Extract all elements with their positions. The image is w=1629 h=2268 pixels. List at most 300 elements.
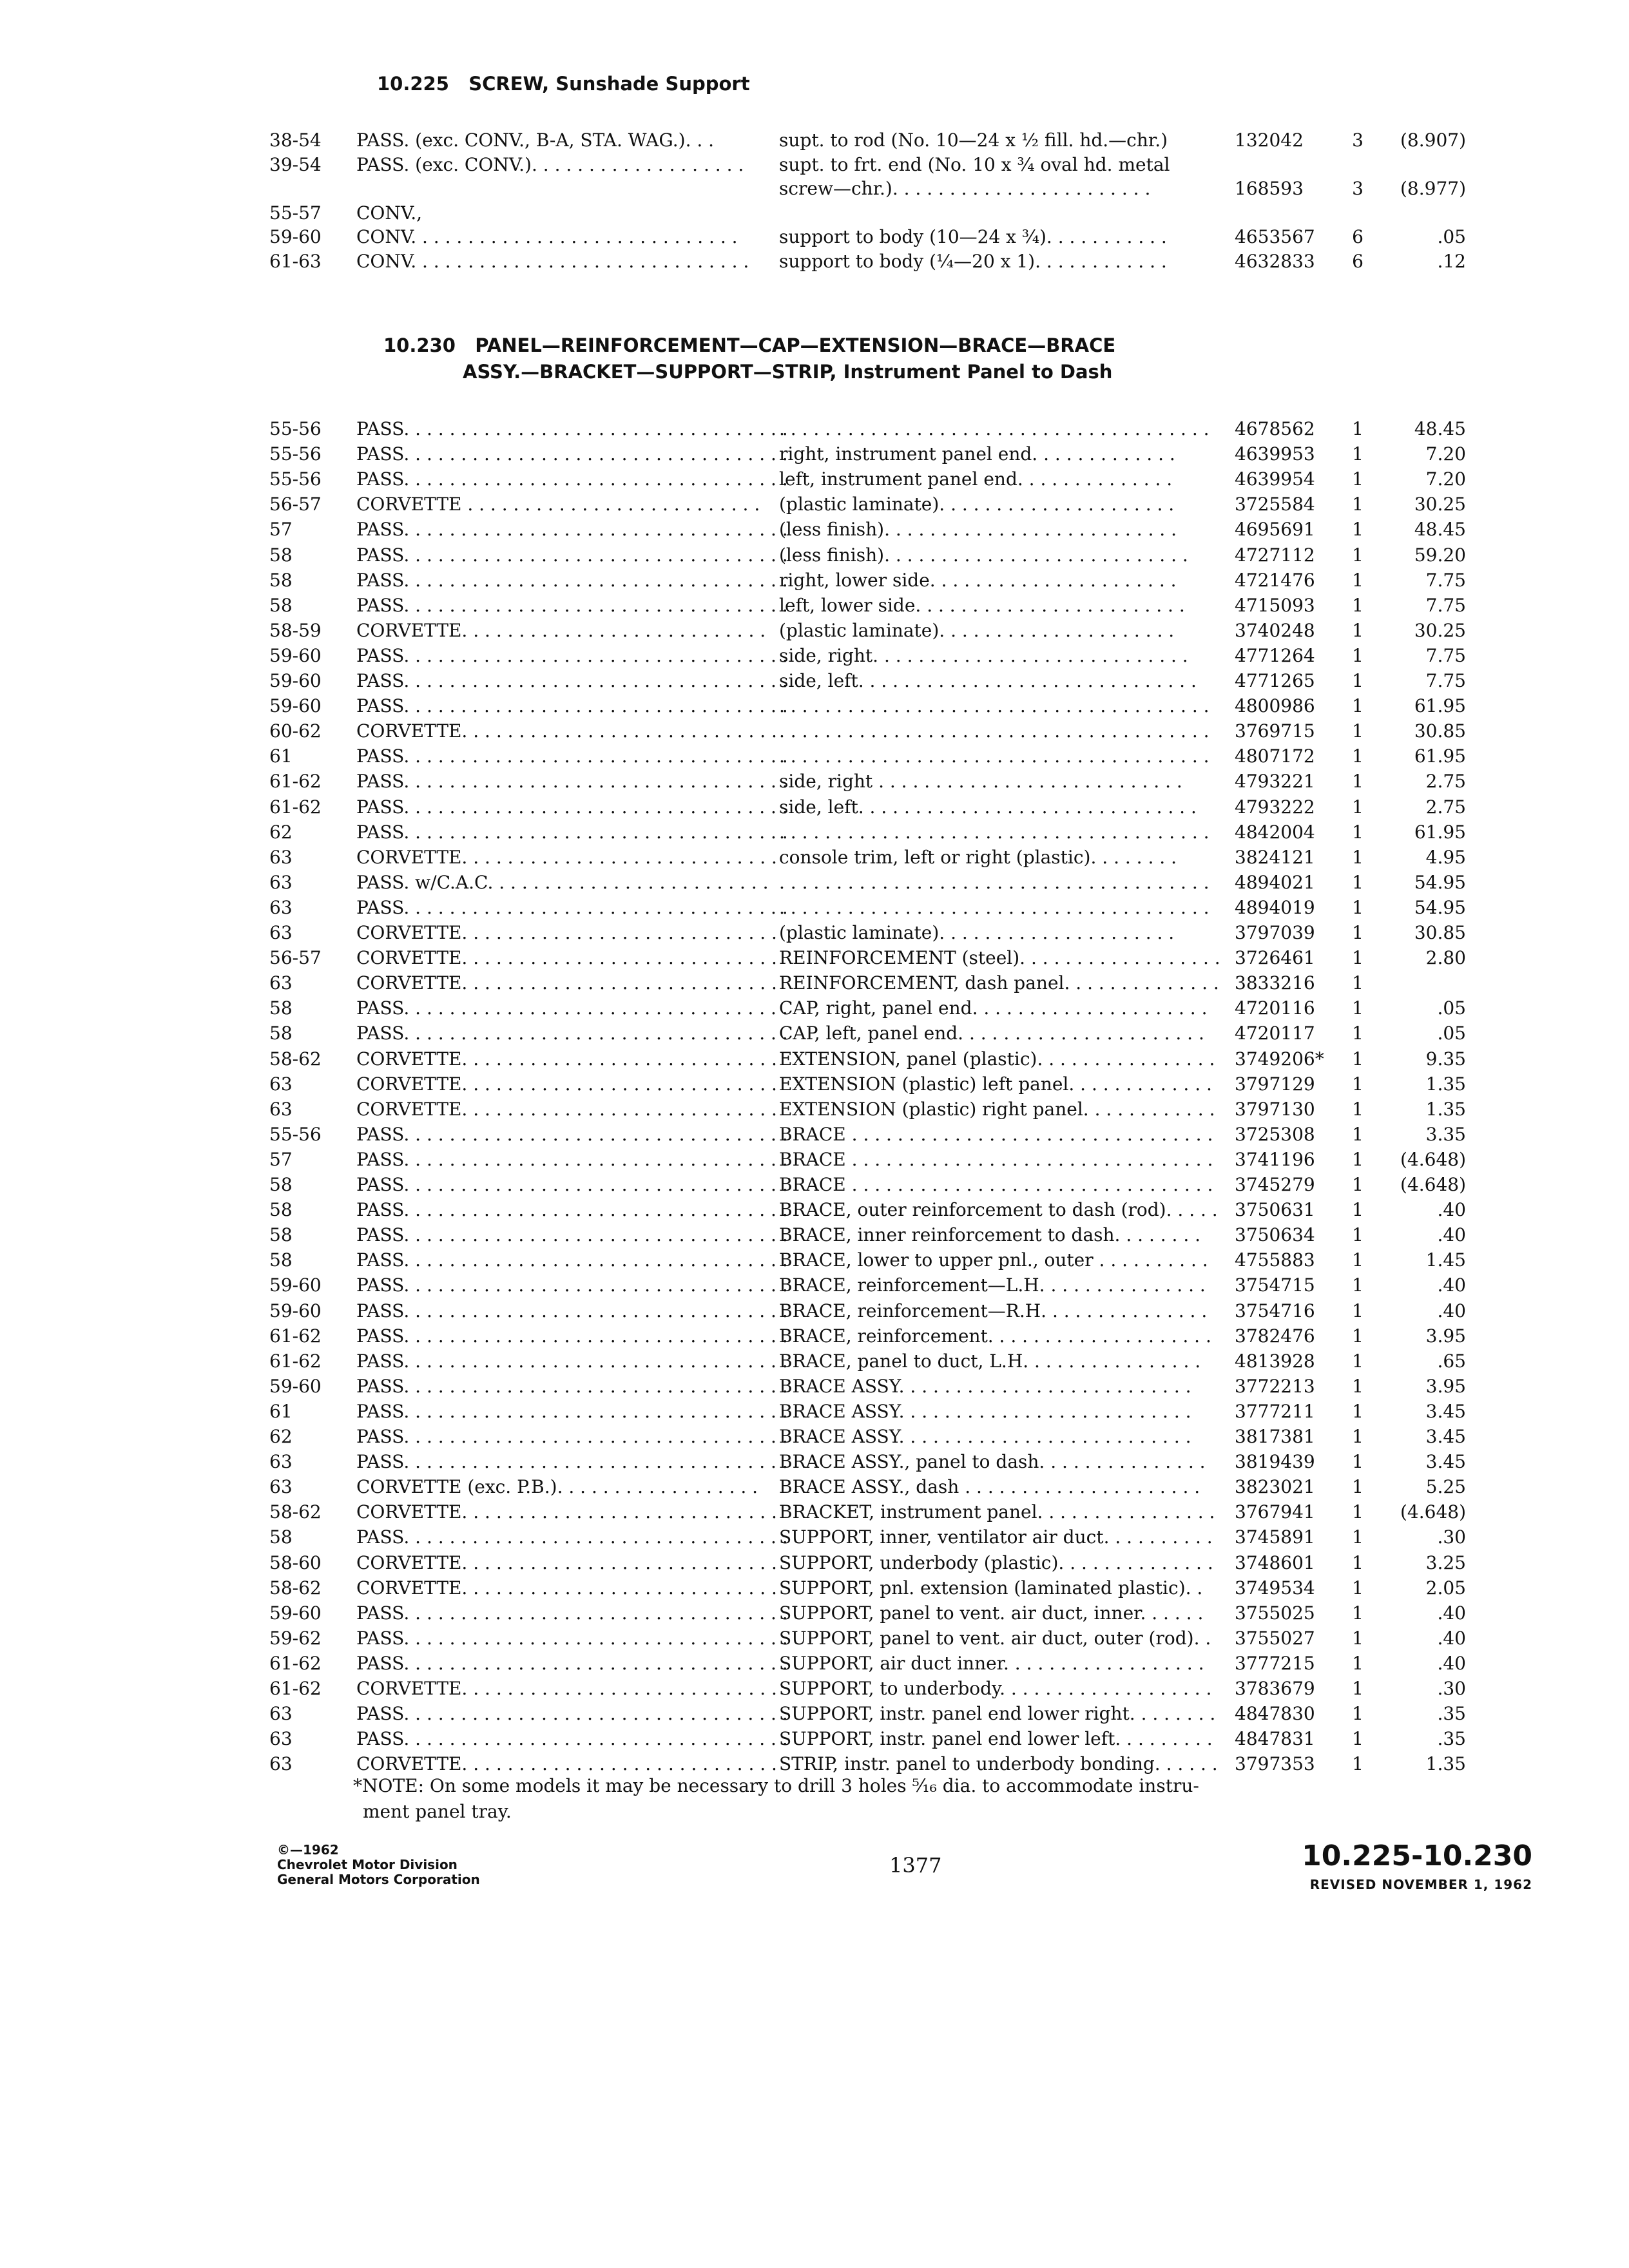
table-row (0, 1550, 1629, 1576)
price-cell: .35 (1437, 1728, 1466, 1750)
model-cell: PASS. . . . . . . . . . . . . . . . . . . . . . . . . . . . . . . . . . (356, 1602, 788, 1624)
description-cell: BRACE, outer reinforcement to dash (rod). . . . . (779, 1199, 1218, 1221)
price-cell: .40 (1437, 1224, 1466, 1246)
price-cell: (4.648) (1400, 1148, 1466, 1170)
model-cell: PASS. . . . . . . . . . . . . . . . . . . . . . . . . . . . . . . . . . (356, 771, 788, 793)
description-cell: BRACE . . . . . . . . . . . . . . . . . . . . . . . . . . . . . . . . (779, 1123, 1213, 1145)
description-cell: BRACE . . . . . . . . . . . . . . . . . . . . . . . . . . . . . . . . (779, 1174, 1213, 1195)
model-cell: PASS. w/C.A.C. . . . . . . . . . . . . . . . . . . . . . . . . (356, 871, 769, 893)
part-number-cell: 3748601 (1235, 1552, 1315, 1573)
model-cell: PASS. . . . . . . . . . . . . . . . . . . . . . . . . . . . . . . . . . (356, 1375, 788, 1397)
description-cell: BRACKET, instrument panel. . . . . . . . . . . . . . . . (779, 1501, 1215, 1523)
quantity-cell: 1 (1352, 1451, 1364, 1473)
price-cell: .30 (1437, 1678, 1466, 1699)
quantity-cell: 1 (1352, 1552, 1364, 1573)
table-row (0, 1676, 1629, 1702)
model-cell: CORVETTE. . . . . . . . . . . . . . . . . . . . . . . . . . . . (356, 1073, 777, 1095)
price-cell: .35 (1437, 1703, 1466, 1725)
year-cell: 61-63 (269, 251, 322, 272)
corporation-line: General Motors Corporation (277, 1872, 480, 1887)
model-cell: CORVETTE. . . . . . . . . . . . . . . . . . . . . . . . . . . . (356, 1678, 777, 1699)
description-cell: (plastic laminate). . . . . . . . . . . . . . . . . . . . . (779, 494, 1175, 515)
year-cell: 60-62 (269, 720, 322, 742)
model-cell: PASS. (exc. CONV.). . . . . . . . . . . . . . . . . . . (356, 153, 744, 175)
description-cell: . . . . . . . . . . . . . . . . . . . . . . . . . . . . . . . . . . . . . . (779, 720, 1210, 742)
quantity-cell: 1 (1352, 1148, 1364, 1170)
price-cell: 3.45 (1425, 1451, 1466, 1473)
part-number-cell: 4793222 (1235, 796, 1315, 818)
table-row (0, 1046, 1629, 1072)
part-number-cell: 4639954 (1235, 468, 1315, 490)
year-cell: 57 (269, 1148, 293, 1170)
quantity-cell: 1 (1352, 1249, 1364, 1271)
year-cell: 62 (269, 1426, 293, 1447)
footnote-line1: *NOTE: On some models it may be necessary to drill 3 holes ⁵⁄₁₆ dia. to accommodate instru- (353, 1775, 1199, 1796)
model-cell: PASS. . . . . . . . . . . . . . . . . . . . . . . . . . . . . . . . . . (356, 1123, 788, 1145)
part-number-cell: 3754716 (1235, 1300, 1315, 1321)
price-cell: 7.20 (1425, 443, 1466, 465)
table-row (0, 1247, 1629, 1273)
year-cell: 58 (269, 1199, 293, 1221)
price-cell: 3.95 (1425, 1375, 1466, 1397)
model-cell: CORVETTE . . . . . . . . . . . . . . . . . . . . . . . . . . (356, 494, 760, 515)
table-row (0, 1021, 1629, 1046)
year-cell: 58-62 (269, 1048, 322, 1070)
part-number-cell: 3726461 (1235, 947, 1315, 969)
description-cell: side, left. . . . . . . . . . . . . . . . . . . . . . . . . . . . . . (779, 670, 1197, 691)
price-cell: 30.25 (1414, 619, 1466, 641)
part-number-cell: 4715093 (1235, 594, 1315, 616)
part-number-cell: 3783679 (1235, 1678, 1315, 1699)
year-cell: 59-60 (269, 670, 322, 691)
quantity-cell: 1 (1352, 1728, 1364, 1750)
model-cell: PASS. . . . . . . . . . . . . . . . . . . . . . . . . . . . . . . . . . (356, 1249, 788, 1271)
year-cell: 58 (269, 1526, 293, 1548)
table-row (0, 1651, 1629, 1677)
year-cell: 63 (269, 871, 293, 893)
table-row (0, 668, 1629, 694)
model-cell: CORVETTE. . . . . . . . . . . . . . . . . . . . . . . . . . . . (356, 1552, 777, 1573)
description-cell: BRACE ASSY. . . . . . . . . . . . . . . . . . . . . . . . . . (779, 1375, 1191, 1397)
year-cell: 57 (269, 519, 293, 541)
footnote-line2: ment panel tray. (363, 1801, 512, 1822)
part-number-cell: 3797353 (1235, 1753, 1315, 1775)
quantity-cell: 1 (1352, 1400, 1364, 1422)
description-cell: . . . . . . . . . . . . . . . . . . . . . . . . . . . . . . . . . . . . . . (779, 896, 1210, 918)
quantity-cell: 1 (1352, 1678, 1364, 1699)
part-number-cell: 4771265 (1235, 670, 1315, 691)
quantity-cell: 1 (1352, 1476, 1364, 1498)
year-cell: 58 (269, 1224, 293, 1246)
year-cell: 61-62 (269, 1350, 322, 1372)
price-cell: 9.35 (1425, 1048, 1466, 1070)
part-number-cell: 4771264 (1235, 644, 1315, 666)
model-cell: CORVETTE. . . . . . . . . . . . . . . . . . . . . . . . . . . . (356, 922, 777, 943)
year-cell: 58 (269, 1023, 293, 1044)
quantity-cell: 1 (1352, 1073, 1364, 1095)
model-cell: PASS. . . . . . . . . . . . . . . . . . . . . . . . . . . . . . . . . . (356, 1300, 788, 1321)
year-cell: 58 (269, 1174, 293, 1195)
price-cell: 2.75 (1425, 796, 1466, 818)
part-number-cell: 4894021 (1235, 871, 1315, 893)
price-cell: 5.25 (1425, 1476, 1466, 1498)
part-number-cell: 3755027 (1235, 1627, 1315, 1649)
table-row (0, 466, 1629, 492)
year-cell: 59-60 (269, 695, 322, 717)
description-cell: SUPPORT, pnl. extension (laminated plastic). . (779, 1577, 1203, 1599)
section-10-225-heading (377, 73, 750, 95)
quantity-cell: 1 (1352, 947, 1364, 969)
model-cell: PASS. . . . . . . . . . . . . . . . . . . . . . . . . . . . . . . . . . (356, 468, 788, 490)
part-number-cell: 3777211 (1235, 1400, 1315, 1422)
section-10-225-number: 10.225 (377, 73, 449, 95)
part-number-cell: 4639953 (1235, 443, 1315, 465)
table-row (0, 744, 1629, 769)
table-row (0, 152, 1629, 178)
description-cell: EXTENSION (plastic) left panel. . . . . . . . . . . . . (779, 1073, 1212, 1095)
table-row (0, 593, 1629, 619)
quantity-cell: 1 (1352, 1274, 1364, 1296)
quantity-cell: 1 (1352, 771, 1364, 793)
price-cell: .40 (1437, 1602, 1466, 1624)
price-cell: .65 (1437, 1350, 1466, 1372)
year-cell: 59-60 (269, 226, 322, 248)
description-cell: side, left. . . . . . . . . . . . . . . . . . . . . . . . . . . . . . (779, 796, 1197, 818)
price-cell: 3.45 (1425, 1426, 1466, 1447)
model-cell: PASS. . . . . . . . . . . . . . . . . . . . . . . . . . . . . . . . . . (356, 443, 788, 465)
price-cell: (4.648) (1400, 1501, 1466, 1523)
description-cell: BRACE, reinforcement—L.H. . . . . . . . . . . . . . . (779, 1274, 1206, 1296)
price-cell: 61.95 (1414, 821, 1466, 843)
part-number-cell: 4678562 (1235, 418, 1315, 439)
part-number-cell: 3823021 (1235, 1476, 1315, 1498)
model-cell: CONV. . . . . . . . . . . . . . . . . . . . . . . . . . . . . . (356, 251, 749, 272)
model-cell: PASS. . . . . . . . . . . . . . . . . . . . . . . . . . . . . . . . . . (356, 1703, 788, 1725)
year-cell: 59-60 (269, 1375, 322, 1397)
model-cell: CORVETTE. . . . . . . . . . . . . . . . . . . . . . . . . . . . (356, 1577, 777, 1599)
model-cell: PASS. . . . . . . . . . . . . . . . . . . . . . . . . . . . . . . . . . (356, 1652, 788, 1674)
model-cell: PASS. . . . . . . . . . . . . . . . . . . . . . . . . . . . . . . . . . (356, 418, 788, 439)
price-cell: .12 (1437, 251, 1466, 272)
price-cell: (8.907) (1400, 130, 1466, 151)
model-cell: PASS. . . . . . . . . . . . . . . . . . . . . . . . . . . . . . . . . . (356, 670, 788, 691)
model-cell: PASS. . . . . . . . . . . . . . . . . . . . . . . . . . . . . . . . . . (356, 1023, 788, 1044)
description-cell: REINFORCEMENT, dash panel. . . . . . . . . . . . . . (779, 972, 1219, 994)
price-cell: 3.45 (1425, 1400, 1466, 1422)
year-cell: 61-62 (269, 1652, 322, 1674)
quantity-cell: 1 (1352, 1174, 1364, 1195)
part-number-cell: 3750634 (1235, 1224, 1315, 1246)
year-cell: 61 (269, 1400, 293, 1422)
model-cell: PASS. . . . . . . . . . . . . . . . . . . . . . . . . . . . . . . . . . (356, 644, 788, 666)
model-cell: PASS. . . . . . . . . . . . . . . . . . . . . . . . . . . . . . . . . . (356, 997, 788, 1019)
part-number-cell: 4695691 (1235, 519, 1315, 541)
part-number-cell: 168593 (1235, 178, 1304, 200)
quantity-cell: 1 (1352, 922, 1364, 943)
year-cell: 59-60 (269, 1274, 322, 1296)
description-cell: side, right. . . . . . . . . . . . . . . . . . . . . . . . . . . . (779, 644, 1188, 666)
description-cell: right, lower side. . . . . . . . . . . . . . . . . . . . . . (779, 569, 1177, 591)
model-cell: PASS. . . . . . . . . . . . . . . . . . . . . . . . . . . . . . . . . . (356, 1526, 788, 1548)
year-cell: 58 (269, 544, 293, 566)
description-cell: side, right . . . . . . . . . . . . . . . . . . . . . . . . . . . (779, 771, 1182, 793)
table-row (0, 1474, 1629, 1500)
part-number-cell: 4842004 (1235, 821, 1315, 843)
description-cell: BRACE ASSY., dash . . . . . . . . . . . . . . . . . . . . . (779, 1476, 1200, 1498)
table-row (0, 224, 1629, 250)
part-number-cell: 4894019 (1235, 896, 1315, 918)
model-cell: PASS. . . . . . . . . . . . . . . . . . . . . . . . . . . . . . . . . . (356, 1224, 788, 1246)
year-cell: 59-60 (269, 1300, 322, 1321)
model-cell: PASS. . . . . . . . . . . . . . . . . . . . . . . . . . . . . . . . . . (356, 544, 788, 566)
quantity-cell: 1 (1352, 619, 1364, 641)
description-cell: SUPPORT, panel to vent. air duct, outer (rod). . (779, 1627, 1211, 1649)
price-cell: 2.05 (1425, 1577, 1466, 1599)
price-cell: 7.75 (1425, 594, 1466, 616)
section-range: 10.225-10.230 (1302, 1840, 1532, 1872)
table-row (0, 1222, 1629, 1248)
division-line: Chevrolet Motor Division (277, 1857, 458, 1872)
model-cell: PASS. . . . . . . . . . . . . . . . . . . . . . . . . . . . . . . . . . (356, 519, 788, 541)
price-cell: .05 (1437, 1023, 1466, 1044)
price-cell: 30.85 (1414, 720, 1466, 742)
model-cell: PASS. . . . . . . . . . . . . . . . . . . . . . . . . . . . . . . . . . (356, 1325, 788, 1347)
price-cell: 61.95 (1414, 745, 1466, 767)
quantity-cell: 1 (1352, 418, 1364, 439)
part-number-cell: 3741196 (1235, 1148, 1315, 1170)
price-cell: .40 (1437, 1300, 1466, 1321)
price-cell: 4.95 (1425, 846, 1466, 868)
price-cell: 1.35 (1425, 1073, 1466, 1095)
table-row (0, 1374, 1629, 1399)
year-cell: 63 (269, 896, 293, 918)
model-cell: CORVETTE. . . . . . . . . . . . . . . . . . . . . . . . . . . . (356, 720, 777, 742)
quantity-cell: 1 (1352, 1602, 1364, 1624)
table-row (0, 945, 1629, 971)
year-cell: 63 (269, 1073, 293, 1095)
model-cell: CONV. . . . . . . . . . . . . . . . . . . . . . . . . . . . . (356, 226, 738, 248)
price-cell: 48.45 (1414, 418, 1466, 439)
year-cell: 61-62 (269, 1678, 322, 1699)
section-10-230-title-line2: ASSY.—BRACKET—SUPPORT—STRIP, Instrument Panel to Dash (463, 361, 1113, 383)
description-cell: BRACE ASSY., panel to dash. . . . . . . . . . . . . . . (779, 1451, 1206, 1473)
price-cell: .05 (1437, 226, 1466, 248)
quantity-cell: 1 (1352, 1325, 1364, 1347)
part-number-cell: 4813928 (1235, 1350, 1315, 1372)
quantity-cell: 1 (1352, 644, 1364, 666)
year-cell: 59-60 (269, 1602, 322, 1624)
price-cell: 2.75 (1425, 771, 1466, 793)
quantity-cell: 1 (1352, 1501, 1364, 1523)
table-row (0, 643, 1629, 669)
model-cell: CORVETTE. . . . . . . . . . . . . . . . . . . . . . . . . . . . (356, 947, 777, 969)
year-cell: 58-60 (269, 1552, 322, 1573)
quantity-cell: 1 (1352, 670, 1364, 691)
description-cell: BRACE . . . . . . . . . . . . . . . . . . . . . . . . . . . . . . . . (779, 1148, 1213, 1170)
price-cell: 2.80 (1425, 947, 1466, 969)
table-row (0, 1273, 1629, 1298)
price-cell: 7.20 (1425, 468, 1466, 490)
description-cell: supt. to rod (No. 10—24 x ½ fill. hd.—chr.) (779, 130, 1168, 151)
description-cell: (plastic laminate). . . . . . . . . . . . . . . . . . . . . (779, 922, 1175, 943)
part-number-cell: 4755883 (1235, 1249, 1315, 1271)
model-cell: PASS. . . . . . . . . . . . . . . . . . . . . . . . . . . . . . . . . . (356, 1451, 788, 1473)
part-number-cell: 3745279 (1235, 1174, 1315, 1195)
quantity-cell: 3 (1352, 178, 1364, 200)
page-number: 1377 (889, 1853, 942, 1878)
price-cell: 7.75 (1425, 670, 1466, 691)
year-cell: 55-56 (269, 443, 322, 465)
part-number-cell: 4727112 (1235, 544, 1315, 566)
price-cell: 30.25 (1414, 494, 1466, 515)
table-row (0, 870, 1629, 896)
quantity-cell: 1 (1352, 594, 1364, 616)
description-cell: support to body (¼—20 x 1). . . . . . . . . . . . (779, 251, 1167, 272)
table-row (0, 200, 1629, 226)
part-number-cell: 4800986 (1235, 695, 1315, 717)
part-number-cell: 3754715 (1235, 1274, 1315, 1296)
table-row (0, 794, 1629, 820)
part-number-cell: 4721476 (1235, 569, 1315, 591)
description-cell: BRACE ASSY. . . . . . . . . . . . . . . . . . . . . . . . . . (779, 1400, 1191, 1422)
part-number-cell: 3725584 (1235, 494, 1315, 515)
quantity-cell: 1 (1352, 1300, 1364, 1321)
year-cell: 63 (269, 922, 293, 943)
section-10-230-heading-line1 (383, 334, 1115, 356)
section-10-225-title: SCREW, Sunshade Support (468, 73, 750, 95)
table-row (0, 693, 1629, 719)
price-cell: 1.35 (1425, 1753, 1466, 1775)
price-cell: 3.25 (1425, 1552, 1466, 1573)
table-row (0, 416, 1629, 442)
table-row (0, 995, 1629, 1021)
price-cell: .40 (1437, 1274, 1466, 1296)
table-row (0, 1726, 1629, 1752)
model-cell: CORVETTE. . . . . . . . . . . . . . . . . . . . . . . . . . . (356, 619, 766, 641)
year-cell: 63 (269, 1451, 293, 1473)
price-cell: 54.95 (1414, 896, 1466, 918)
year-cell: 55-57 (269, 202, 322, 224)
description-cell: SUPPORT, panel to vent. air duct, inner. . . . . . (779, 1602, 1204, 1624)
table-row (0, 1600, 1629, 1626)
description-cell: left, instrument panel end. . . . . . . . . . . . . . (779, 468, 1173, 490)
quantity-cell: 1 (1352, 821, 1364, 843)
section-10-230-number: 10.230 (383, 334, 456, 356)
year-cell: 62 (269, 821, 293, 843)
year-cell: 58 (269, 1249, 293, 1271)
price-cell: .40 (1437, 1627, 1466, 1649)
quantity-cell: 1 (1352, 494, 1364, 515)
quantity-cell: 1 (1352, 1098, 1364, 1120)
year-cell: 58 (269, 997, 293, 1019)
table-row (0, 492, 1629, 517)
year-cell: 56-57 (269, 494, 322, 515)
description-cell: CAP, right, panel end. . . . . . . . . . . . . . . . . . . . . (779, 997, 1208, 1019)
model-cell: PASS. . . . . . . . . . . . . . . . . . . . . . . . . . . . . . . . . . (356, 1274, 788, 1296)
quantity-cell: 1 (1352, 1753, 1364, 1775)
model-cell: CORVETTE. . . . . . . . . . . . . . . . . . . . . . . . . . . . (356, 846, 777, 868)
quantity-cell: 1 (1352, 569, 1364, 591)
quantity-cell: 1 (1352, 468, 1364, 490)
description-cell: STRIP, instr. panel to underbody bonding. . . . . . (779, 1753, 1218, 1775)
table-row (0, 1626, 1629, 1651)
model-cell: PASS. . . . . . . . . . . . . . . . . . . . . . . . . . . . . . . . . . (356, 1350, 788, 1372)
quantity-cell: 1 (1352, 1577, 1364, 1599)
description-cell: SUPPORT, instr. panel end lower right. . . . . . . . (779, 1703, 1216, 1725)
section-10-230-title-line1: PANEL—REINFORCEMENT—CAP—EXTENSION—BRACE—BRACE (475, 334, 1116, 356)
price-cell: .40 (1437, 1652, 1466, 1674)
year-cell: 59-62 (269, 1627, 322, 1649)
description-cell: right, instrument panel end. . . . . . . . . . . . . (779, 443, 1175, 465)
description-cell: (less finish). . . . . . . . . . . . . . . . . . . . . . . . . . . (779, 544, 1188, 566)
table-row (0, 970, 1629, 996)
year-cell: 59-60 (269, 644, 322, 666)
quantity-cell: 1 (1352, 519, 1364, 541)
part-number-cell: 3833216 (1235, 972, 1315, 994)
part-number-cell: 3777215 (1235, 1652, 1315, 1674)
model-cell: CORVETTE. . . . . . . . . . . . . . . . . . . . . . . . . . . . (356, 1098, 777, 1120)
description-cell: . . . . . . . . . . . . . . . . . . . . . . . . . . . . . . . . . . . . . . (779, 745, 1210, 767)
description-cell: BRACE, panel to duct, L.H. . . . . . . . . . . . . . . . (779, 1350, 1201, 1372)
model-cell: PASS. . . . . . . . . . . . . . . . . . . . . . . . . . . . . . . . . . (356, 821, 788, 843)
quantity-cell: 1 (1352, 720, 1364, 742)
part-number-cell: 132042 (1235, 130, 1304, 151)
year-cell: 61-62 (269, 1325, 322, 1347)
price-cell: 1.35 (1425, 1098, 1466, 1120)
table-row (0, 920, 1629, 946)
price-cell: 61.95 (1414, 695, 1466, 717)
table-row (0, 1323, 1629, 1349)
table-row (0, 517, 1629, 543)
quantity-cell: 1 (1352, 695, 1364, 717)
table-row (0, 176, 1629, 202)
part-number-cell: 3750631 (1235, 1199, 1315, 1221)
year-cell: 55-56 (269, 418, 322, 439)
table-row (0, 1122, 1629, 1148)
quantity-cell: 1 (1352, 1652, 1364, 1674)
table-row (0, 568, 1629, 593)
model-cell: CORVETTE. . . . . . . . . . . . . . . . . . . . . . . . . . . . (356, 972, 777, 994)
quantity-cell: 1 (1352, 1048, 1364, 1070)
description-cell: . . . . . . . . . . . . . . . . . . . . . . . . . . . . . . . . . . . . . . (779, 871, 1210, 893)
description-cell: support to body (10—24 x ¾). . . . . . . . . . . (779, 226, 1167, 248)
part-number-cell: 4847830 (1235, 1703, 1315, 1725)
description-cell: REINFORCEMENT (steel). . . . . . . . . . . . . . . . . . (779, 947, 1220, 969)
price-cell: 3.35 (1425, 1123, 1466, 1145)
table-row (0, 1298, 1629, 1324)
quantity-cell: 1 (1352, 1350, 1364, 1372)
model-cell: CONV., (356, 202, 423, 224)
description-cell: . . . . . . . . . . . . . . . . . . . . . . . . . . . . . . . . . . . . . . (779, 821, 1210, 843)
part-number-cell: 4632833 (1235, 251, 1315, 272)
year-cell: 56-57 (269, 947, 322, 969)
table-row (0, 895, 1629, 921)
description-cell: BRACE, reinforcement. . . . . . . . . . . . . . . . . . . . (779, 1325, 1211, 1347)
table-row (0, 441, 1629, 467)
quantity-cell: 1 (1352, 1426, 1364, 1447)
year-cell: 58-62 (269, 1501, 322, 1523)
table-row (0, 618, 1629, 644)
part-number-cell: 4720116 (1235, 997, 1315, 1019)
description-cell: EXTENSION (plastic) right panel. . . . . . . . . . . . (779, 1098, 1215, 1120)
price-cell: 7.75 (1425, 569, 1466, 591)
quantity-cell: 6 (1352, 251, 1364, 272)
price-cell: .05 (1437, 997, 1466, 1019)
year-cell: 63 (269, 972, 293, 994)
model-cell: PASS. . . . . . . . . . . . . . . . . . . . . . . . . . . . . . . . . . (356, 695, 788, 717)
year-cell: 38-54 (269, 130, 322, 151)
table-row (0, 1097, 1629, 1122)
